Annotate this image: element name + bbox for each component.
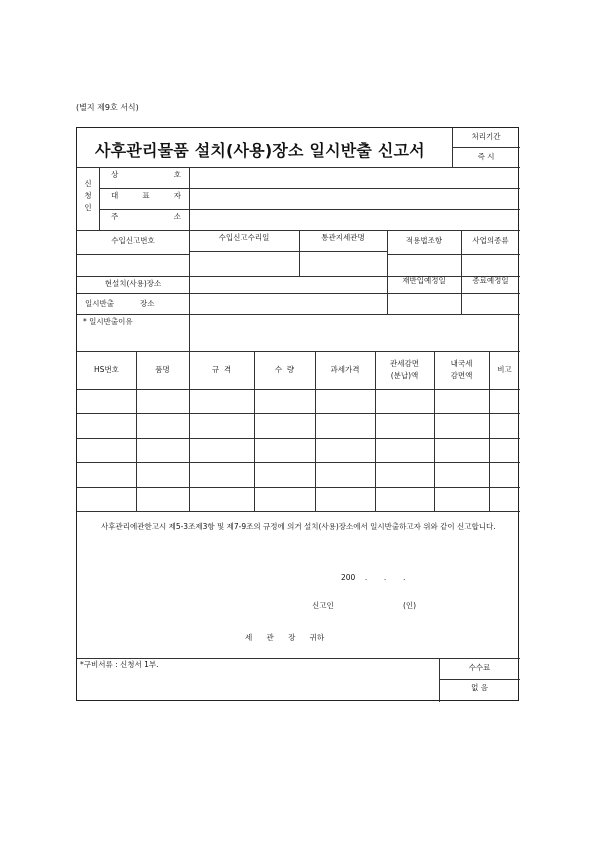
take-out-reason-field[interactable]: [191, 316, 518, 349]
table-cell[interactable]: [190, 489, 253, 509]
trade-name-field[interactable]: [191, 169, 518, 187]
column-header: 내국세 감면액: [450, 359, 473, 380]
table-cell[interactable]: [137, 489, 188, 509]
take-out-reason-label: * 일시반출이유: [83, 317, 133, 326]
table-cell[interactable]: [435, 489, 488, 509]
field-label-trade-name: 상 호: [111, 170, 181, 179]
field-label-address: 주 소: [111, 212, 181, 221]
column-header: 관세감면 (분납)액: [390, 359, 419, 380]
field-label-representative: 대 표 자: [111, 191, 181, 200]
end-date-label: 종료예정일: [472, 276, 509, 285]
take-out-place-field[interactable]: [191, 295, 385, 312]
processing-period-label: 처리기간: [471, 132, 501, 141]
table-cell[interactable]: [190, 391, 253, 411]
re-import-date-label: 재반입예정일: [402, 276, 446, 285]
table-cell[interactable]: [490, 489, 519, 509]
fee-value: 없 음: [471, 683, 488, 692]
table-cell[interactable]: [490, 464, 519, 484]
column-header: 수 량: [274, 365, 295, 374]
column-header: 과세가격: [330, 365, 360, 374]
applicant-label: 신 청 인: [84, 179, 92, 212]
re-import-date-field[interactable]: [389, 295, 459, 312]
customs-office-field[interactable]: [301, 253, 385, 274]
table-cell[interactable]: [78, 440, 135, 460]
take-out-place-label: 일시반출 장소: [85, 299, 155, 308]
table-cell[interactable]: [376, 489, 433, 509]
table-cell[interactable]: [137, 464, 188, 484]
end-date-field[interactable]: [463, 295, 518, 312]
import-report-number-label: 수입신고번호: [111, 236, 155, 245]
declaration-form: [76, 127, 519, 701]
table-cell[interactable]: [190, 464, 253, 484]
column-header: 품명: [155, 365, 170, 374]
table-cell[interactable]: [435, 391, 488, 411]
applicable-law-label: 적용법조항: [405, 236, 443, 245]
table-cell[interactable]: [316, 391, 374, 411]
form-number-caption: (별지 제9호 서식): [76, 103, 139, 112]
table-cell[interactable]: [376, 464, 433, 484]
table-cell[interactable]: [255, 489, 314, 509]
seal-mark: (인): [403, 601, 417, 610]
addressee: 세 관 장 귀하: [245, 633, 325, 642]
table-cell[interactable]: [137, 391, 188, 411]
table-cell[interactable]: [376, 440, 433, 460]
import-acceptance-date-field[interactable]: [191, 253, 297, 274]
table-cell[interactable]: [255, 440, 314, 460]
representative-field[interactable]: [191, 190, 518, 208]
declaration-date: 200 . . .: [341, 573, 406, 582]
import-acceptance-date-label: 수입신고수리일: [218, 233, 270, 242]
customs-office-label: 통관지세관명: [321, 233, 365, 242]
business-type-label: 사업의종류: [472, 236, 509, 245]
declaration-statement: 사후관리에관한고시 제5-3조제3항 및 제7-9조의 규정에 의거 설치(사용)장소에서 일시반출하고자 위와 같이 신고합니다.: [101, 522, 496, 531]
table-cell[interactable]: [316, 415, 374, 435]
table-cell[interactable]: [78, 489, 135, 509]
table-cell[interactable]: [376, 415, 433, 435]
table-cell[interactable]: [435, 464, 488, 484]
table-cell[interactable]: [316, 440, 374, 460]
table-cell[interactable]: [376, 391, 433, 411]
table-cell[interactable]: [435, 415, 488, 435]
table-cell[interactable]: [78, 415, 135, 435]
install-place-field[interactable]: [191, 278, 385, 292]
table-cell[interactable]: [190, 415, 253, 435]
column-header: HS번호: [94, 365, 119, 374]
address-field[interactable]: [191, 211, 518, 229]
table-cell[interactable]: [78, 391, 135, 411]
table-cell[interactable]: [78, 464, 135, 484]
declarant-label: 신고인: [312, 601, 334, 610]
column-header: 비고: [497, 365, 512, 374]
table-cell[interactable]: [255, 391, 314, 411]
table-cell[interactable]: [255, 464, 314, 484]
table-cell[interactable]: [255, 415, 314, 435]
table-cell[interactable]: [490, 440, 519, 460]
install-place-label: 현설치(사용)장소: [104, 279, 162, 288]
table-cell[interactable]: [190, 440, 253, 460]
required-documents: *구비서류 : 신청서 1부.: [80, 660, 159, 669]
fee-label: 수수료: [468, 663, 491, 672]
table-cell[interactable]: [316, 489, 374, 509]
table-cell[interactable]: [137, 415, 188, 435]
table-cell[interactable]: [316, 464, 374, 484]
form-title: 사후관리물품 설치(사용)장소 일시반출 신고서: [95, 141, 425, 160]
applicable-law-field[interactable]: [389, 256, 459, 274]
table-cell[interactable]: [137, 440, 188, 460]
column-header: 규 격: [211, 365, 232, 374]
table-cell[interactable]: [490, 415, 519, 435]
processing-period-value: 즉 시: [477, 152, 495, 161]
table-cell[interactable]: [435, 440, 488, 460]
import-report-number-field[interactable]: [79, 256, 187, 274]
business-type-field[interactable]: [463, 256, 518, 274]
table-cell[interactable]: [490, 391, 519, 411]
